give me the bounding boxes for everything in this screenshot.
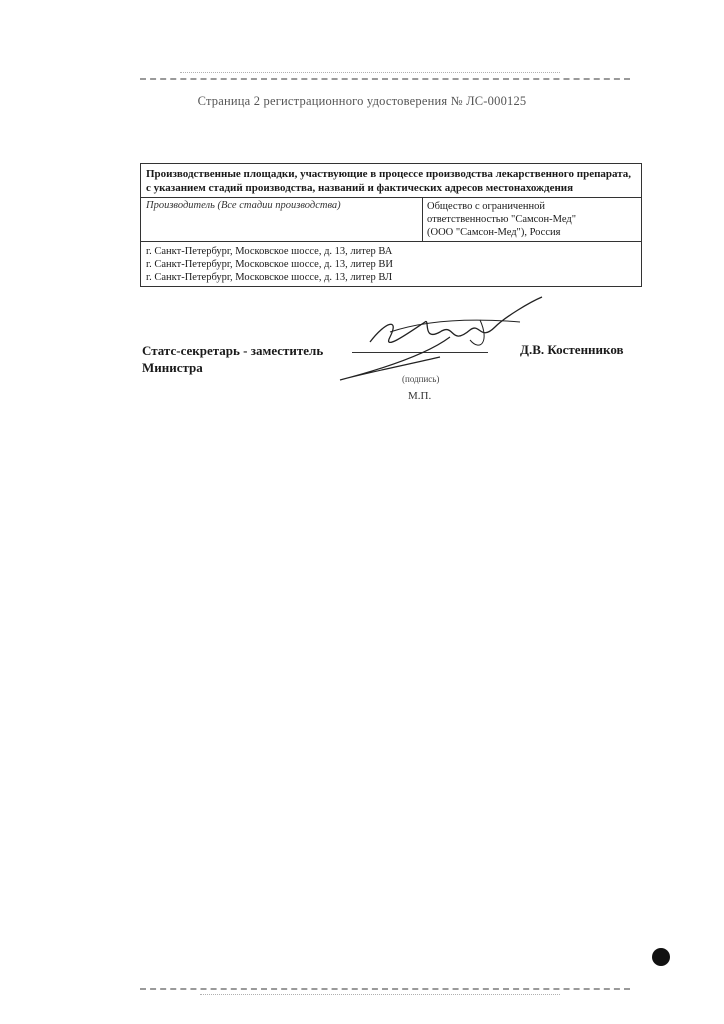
scan-artifact-top bbox=[140, 78, 630, 80]
manufacturer-label: Производитель (Все стадии производства) bbox=[141, 198, 423, 241]
site-address: г. Санкт-Петербург, Московское шоссе, д. 13, литер ВИ bbox=[146, 259, 393, 270]
site-address: г. Санкт-Петербург, Московское шоссе, д. 13, литер ВА bbox=[146, 246, 393, 257]
page-header: Страница 2 регистрационного удостоверения № ЛС-000125 bbox=[197, 94, 527, 108]
signer-title-line: Министра bbox=[142, 360, 203, 375]
handwritten-signature bbox=[330, 292, 550, 392]
site-addresses bbox=[141, 242, 641, 286]
scan-artifact-top-secondary bbox=[180, 72, 560, 73]
table-title: Производственные площадки, участвующие в процессе производства лекарственного препарата, с указанием стадий производства, названий и фактических адресов местонахождения bbox=[141, 164, 641, 198]
manufacturer-line: Общество с ограниченной bbox=[427, 201, 545, 212]
signer-name: Д.В. Костенников bbox=[520, 342, 624, 357]
stamp-placeholder: М.П. bbox=[408, 390, 432, 402]
signature-caption: (подпись) bbox=[402, 374, 440, 384]
manufacturer-line: (ООО "Самсон-Мед"), Россия bbox=[427, 227, 561, 238]
scan-dot-artifact bbox=[652, 948, 670, 966]
scan-artifact-bottom-secondary bbox=[200, 994, 560, 995]
manufacturer-name bbox=[423, 198, 641, 241]
signer-title bbox=[142, 342, 323, 376]
manufacturer-row bbox=[141, 198, 641, 242]
site-address: г. Санкт-Петербург, Московское шоссе, д. 13, литер ВЛ bbox=[146, 272, 393, 283]
manufacturer-line: ответственностью "Самсон-Мед" bbox=[427, 214, 577, 225]
scan-artifact-bottom bbox=[140, 988, 630, 990]
production-sites-table bbox=[140, 163, 642, 287]
signer-title-line: Статс-секретарь - заместитель bbox=[142, 343, 324, 358]
